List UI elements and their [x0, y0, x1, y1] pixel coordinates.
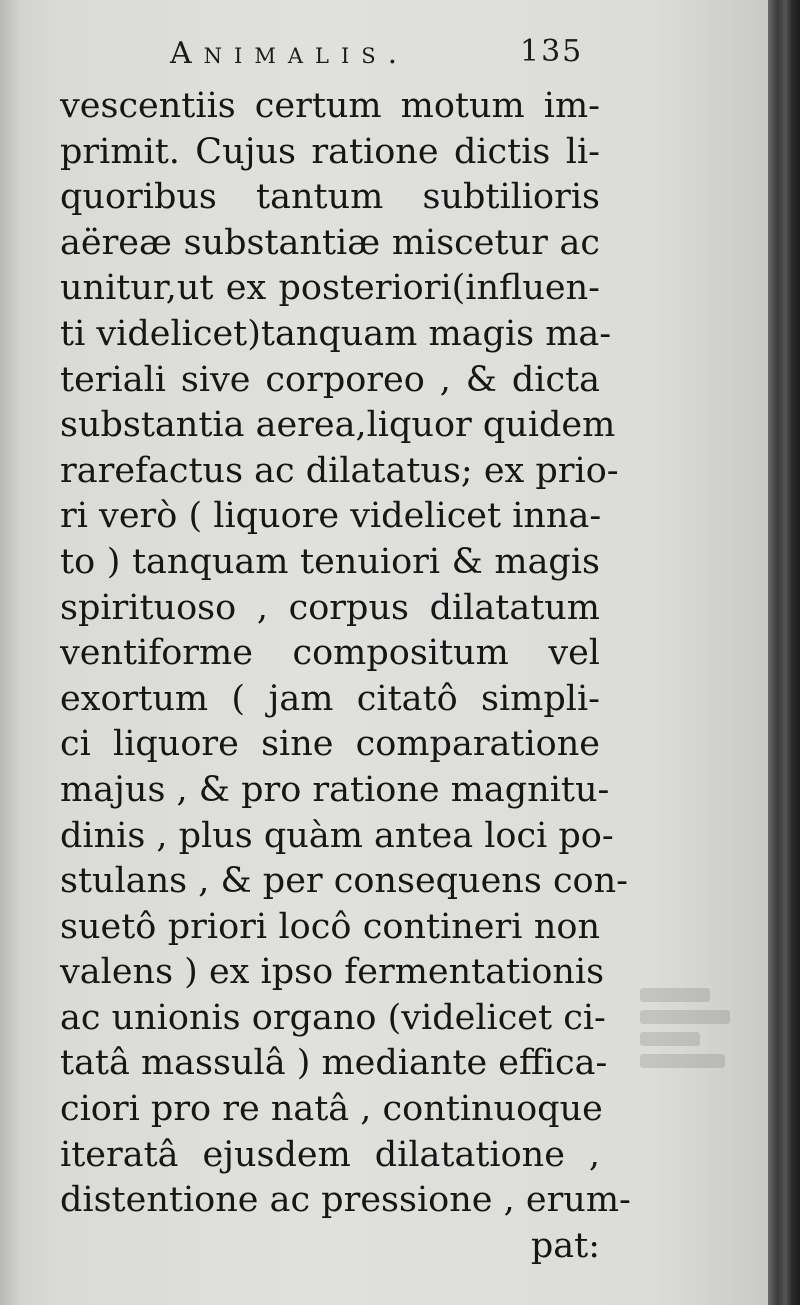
text-line: ti videlicet)tanquam magis ma- [60, 313, 612, 354]
text-line: vescentiis certum motum im- [60, 86, 600, 126]
text-line: to ) tanquam tenuiori & magis [60, 541, 600, 582]
text-line: exortum ( jam citatô simpli- [60, 678, 600, 719]
text-line: unitur,ut ex posteriori(influen- [60, 268, 600, 309]
text-line: rarefactus ac dilatatus; ex prio- [60, 450, 619, 491]
text-line: ciori pro re natâ , continuoque [60, 1089, 603, 1130]
text-line: ac unionis organo (videlicet ci- [60, 997, 606, 1038]
text-line: stulans , & per consequens con- [60, 861, 628, 902]
running-head: Animalis. [170, 36, 410, 71]
text-line: primit. Cujus ratione dictis li- [60, 131, 600, 172]
text-line: distentione ac pressione , erum- [60, 1180, 631, 1221]
text-line: quoribus tantum subtilioris [60, 177, 600, 218]
text-line: valens ) ex ipso fermentationis [60, 952, 605, 993]
page-header [60, 30, 600, 80]
text-line: substantia aerea,liquor quidem [60, 405, 616, 446]
page-edge [768, 0, 800, 1305]
page-number: 135 [520, 34, 584, 69]
body-text [60, 84, 631, 1269]
text-line: majus , & pro ratione magnitu- [60, 769, 610, 810]
gutter-shadow [0, 0, 18, 1305]
text-line: iteratâ ejusdem dilatatione , [60, 1134, 600, 1175]
text-line: aëreæ substantiæ miscetur ac [60, 222, 600, 263]
text-line: ci liquore sine comparatione [60, 724, 600, 765]
bleed-through-marginalia [640, 980, 750, 1100]
text-line: dinis , plus quàm antea loci po- [60, 815, 614, 856]
text-line: spirituoso , corpus dilatatum [60, 587, 600, 628]
text-line: suetô priori locô contineri non [60, 906, 600, 947]
text-line: teriali sive corporeo , & dicta [60, 359, 600, 400]
text-line-catchword: pat: [530, 1225, 600, 1266]
text-line: ri verò ( liquore videlicet inna- [60, 496, 602, 537]
text-line: tatâ massulâ ) mediante effica- [60, 1043, 608, 1084]
text-line: ventiforme compositum vel [60, 633, 600, 674]
